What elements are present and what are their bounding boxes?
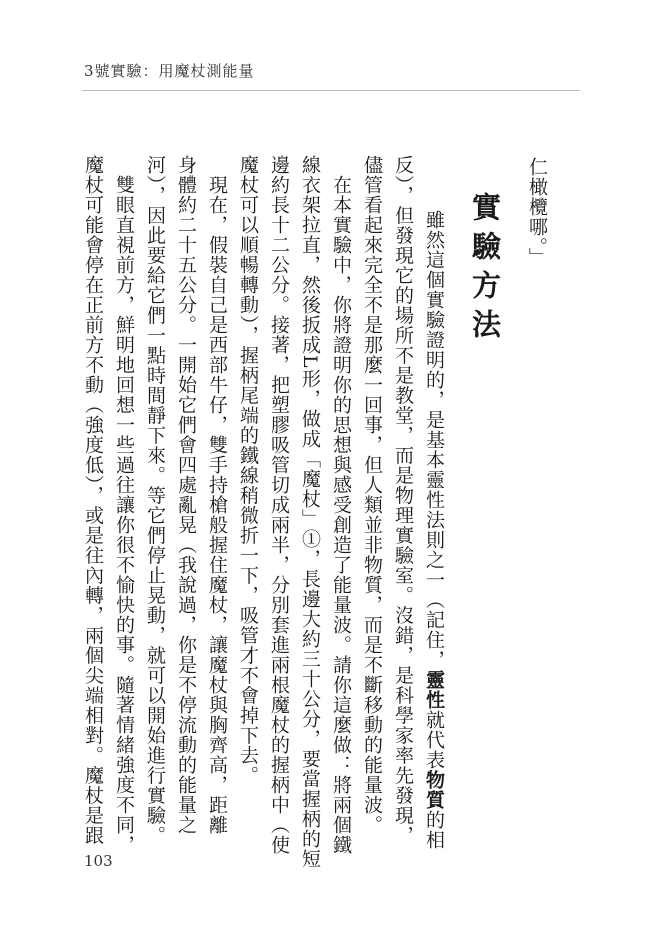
section-heading: 實驗方法 — [468, 192, 502, 348]
text-column: 仁橄欖哪。」 — [526, 157, 548, 268]
text-column: 線衣架拉直，然後扳成L形，做成「魔杖」①，長邊大約三十公分，要當握柄的短 — [299, 155, 321, 869]
text-column: 河），因此要給它們一點時間靜下來。等它們停止晃動，就可以開始進行實驗。 — [144, 155, 166, 846]
text-column: 魔杖可以順暢轉動），握柄尾端的鐵線稍微折一下，吸管才不會掉下去。 — [237, 155, 259, 786]
text-segment: 就代表 — [423, 710, 445, 770]
text-column: 儘管看起來完全不是那麼一回事，但人類並非物質，而是不斷移動的能量波。 — [361, 155, 383, 835]
text-column: 反），但發現它的場所不是教堂，而是物理實驗室。沒錯，是科學家率先發現， — [392, 155, 414, 846]
header-divider — [82, 90, 580, 91]
text-column — [423, 210, 445, 850]
text-column: 現在，假裝自己是西部牛仔，雙手持槍般握住魔杖，讓魔杖與胸齊高，距離 — [206, 175, 228, 835]
text-segment: 的相 — [423, 810, 445, 850]
bold-term: 物質 — [423, 770, 445, 810]
text-column: 邊約長十二公分。接著，把塑膠吸管切成兩半，分別套進兩根魔杖的握柄中（使 — [268, 155, 290, 855]
text-column: 身體約二十五公分。一開始它們會四處亂晃（我說過，你是不停流動的能量之 — [175, 155, 197, 835]
bold-term: 靈性 — [423, 670, 445, 710]
text-segment: 雖然這個實驗證明的，是基本靈性法則之一（記住， — [423, 210, 445, 670]
text-column: 魔杖可能會停在正前方不動（強度低），或是往內轉，兩個尖端相對。魔杖是跟 — [82, 155, 104, 846]
page-number: 103 — [84, 852, 113, 870]
text-column: 在本實驗中，你將證明你的思想與感受創造了能量波。請你這麼做：將兩個鐵 — [330, 175, 352, 855]
text-column: 雙眼直視前方，鮮明地回想一些過往讓你很不愉快的事。隨著情緒強度不同， — [113, 175, 135, 855]
running-header: 3號實驗：用魔杖測能量 — [84, 62, 255, 80]
